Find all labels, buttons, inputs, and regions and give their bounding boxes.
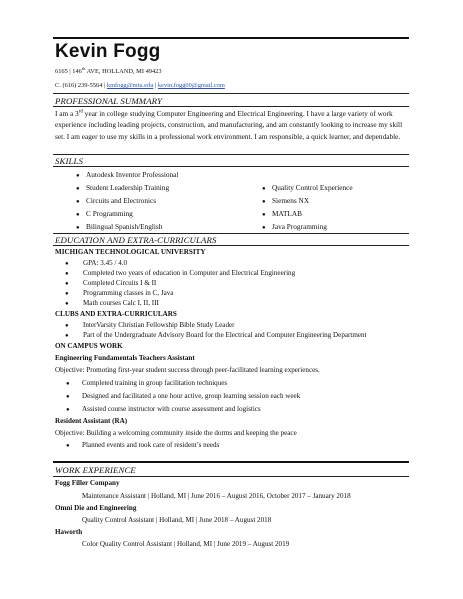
skill-item: ● Quality Control Experience (262, 183, 353, 192)
section-rule (53, 154, 409, 155)
section-rule (53, 476, 409, 477)
campus-job-title: Engineering Fundamentals Teachers Assistant (55, 354, 195, 362)
skill-item: ● Student Leadership Training (76, 183, 170, 192)
section-rule (53, 233, 409, 234)
section-rule (53, 166, 409, 167)
skill-item: ● Autodesk Inventor Professional (76, 170, 179, 179)
company-name: Haworth (55, 528, 83, 536)
campus-job-item: ● Planned events and took care of resident’s needs (66, 441, 220, 449)
education-item: ● GPA: 3.45 / 4.0 (65, 259, 128, 267)
campus-job-item: ● Assisted course instructor with course assessment and logistics (66, 405, 261, 413)
summary-text: I am a 3rd year in college studying Computer Engineering and Electrical Engineering. I have a large variety of work experience including leading projects, construction, and manufacturing, and am constantly looking to increase my skill set. I am eager to use my skills in a professional work environment. I am responsible, a quick learner, and dependable. (55, 108, 403, 141)
club-item: ● InterVarsity Christian Fellowship Bible Study Leader (65, 321, 235, 329)
clubs-heading: CLUBS AND EXTRA-CURRICULARS (55, 310, 177, 318)
job-detail: Maintenance Assistant | Holland, MI | June 2016 – August 2016, October 2017 – January 2018 (82, 492, 351, 500)
section-rule (53, 461, 409, 463)
contact-line: C. (616) 239-5564 | kmfogg@mtu.edu | kevin.fogg00@gmail.com (55, 82, 225, 89)
section-rule (53, 106, 409, 107)
summary-heading: PROFESSIONAL SUMMARY (55, 96, 162, 106)
campus-work-heading: ON CAMPUS WORK (55, 342, 123, 350)
education-heading: EDUCATION AND EXTRA-CURRICULARS (55, 235, 217, 245)
campus-job-item: ● Designed and facilitated a one hour active, group learning session each week (66, 392, 301, 400)
campus-job-objective: Objective: Promoting first-year student success through peer-facilitated learning experiences. (55, 366, 320, 374)
top-rule (53, 37, 409, 39)
job-detail: Quality Control Assistant | Holland, MI | June 2018 – August 2018 (82, 516, 272, 524)
section-rule (53, 245, 409, 246)
candidate-name: Kevin Fogg (55, 41, 161, 62)
skill-item: ● Siemens NX (262, 196, 310, 205)
email-link-mtu[interactable]: kmfogg@mtu.edu (106, 82, 154, 89)
job-detail: Color Quality Control Assistant | Holland, MI | June 2019 – August 2019 (82, 540, 290, 548)
skills-heading: SKILLS (55, 156, 83, 166)
skill-item: ● MATLAB (262, 209, 302, 218)
campus-job-item: ● Completed training in group facilitation techniques (66, 379, 228, 387)
education-item: ● Math courses Calc I, II, III (65, 299, 159, 307)
company-name: Fogg Filler Company (55, 479, 120, 487)
skill-item: ● C Programming (76, 209, 133, 218)
education-item: ● Completed Circuits I & II (65, 279, 157, 287)
company-name: Omni Die and Engineering (55, 504, 137, 512)
school-name: MICHIGAN TECHNOLOGICAL UNIVERSITY (55, 248, 206, 256)
section-rule (53, 93, 409, 94)
education-item: ● Programming classes in C, Java (65, 289, 174, 297)
skill-item: ● Circuits and Electronics (76, 196, 157, 205)
campus-job-title: Resident Assistant (RA) (55, 417, 128, 425)
education-item: ● Completed two years of education in Computer and Electrical Engineering (65, 269, 296, 277)
campus-job-objective: Objective: Building a welcoming community inside the dorms and keeping the peace (55, 429, 297, 437)
skill-item: ● Bilingual Spanish/English (76, 222, 163, 231)
club-item: ● Part of the Undergraduate Advisory Board for the Electrical and Computer Engineering Department (65, 331, 367, 339)
email-link-gmail[interactable]: kevin.fogg00@gmail.com (157, 82, 225, 89)
skill-item: ● Java Programming (262, 222, 327, 231)
work-heading: WORK EXPERIENCE (55, 465, 136, 475)
address-line: 6165 | 146th AVE, HOLLAND, MI 49423 (55, 65, 162, 75)
